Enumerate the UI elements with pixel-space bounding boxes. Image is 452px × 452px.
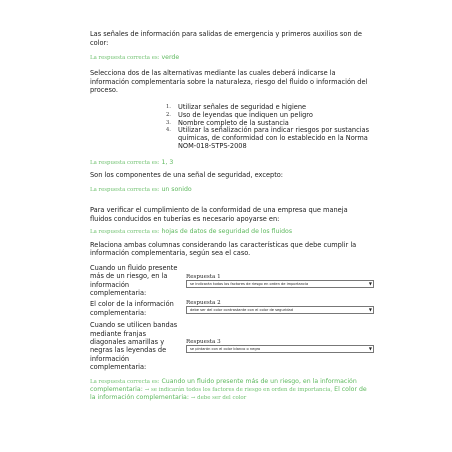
question-4-answer bbox=[90, 228, 370, 236]
question-5-text: Relaciona ambas columnas considerando las características que debe cumplir la información complementaria, según sea el caso. bbox=[90, 240, 357, 258]
answer-label: La respuesta correcta es: bbox=[90, 159, 160, 166]
match-row-3 bbox=[90, 321, 370, 371]
selected-option: debe ser del color contrastante con el color de seguridad bbox=[190, 308, 293, 313]
answer-value: hojas de datos de seguridad de los fluidos bbox=[161, 227, 293, 235]
answer-label: La respuesta correcta es: bbox=[90, 378, 160, 385]
question-1-text: Las señales de información para salidas de emergencia y primeros auxilios son de color: bbox=[90, 30, 362, 47]
answer-value: El color de la información complementaria: bbox=[90, 385, 367, 401]
response-label: Respuesta 1 bbox=[186, 273, 221, 280]
response-3-select[interactable] bbox=[186, 345, 374, 353]
answer-label: La respuesta correcta es: bbox=[90, 187, 160, 194]
selected-option: se indicarán todos los factores de riesgo en orden de importancia bbox=[190, 281, 309, 286]
answer-value: un sonido bbox=[161, 186, 192, 194]
match-row-1 bbox=[90, 264, 370, 298]
answer-value: verde bbox=[161, 54, 180, 62]
response-2-select[interactable] bbox=[186, 306, 374, 314]
option-item: 2. Uso de leyendas que indiquen un peligro bbox=[166, 110, 313, 119]
match-left-text: El color de la información complementaria: bbox=[90, 300, 174, 317]
match-left-text: Cuando se utilicen bandas mediante franjas diagonales amarillas y negras las leyendas de información complementaria: bbox=[90, 321, 178, 372]
dropdown-arrow-icon: ▼ bbox=[368, 307, 372, 313]
answer-value: 1, 3 bbox=[161, 158, 174, 166]
question-3-answer bbox=[90, 186, 370, 194]
question-2-answer bbox=[90, 159, 370, 167]
option-item: 1. Utilizar señales de seguridad e higiene bbox=[166, 102, 307, 111]
question-5-answer bbox=[90, 378, 370, 403]
quiz-review bbox=[90, 30, 370, 402]
question-3-text: Son los componentes de una señal de seguridad, excepto: bbox=[90, 170, 284, 179]
response-label: Respuesta 3 bbox=[186, 339, 221, 346]
dropdown-arrow-icon: ▼ bbox=[368, 280, 372, 286]
dropdown-arrow-icon: ▼ bbox=[368, 346, 372, 352]
answer-label: La respuesta correcta es: bbox=[90, 55, 160, 62]
question-2-options bbox=[166, 104, 371, 151]
question-1-answer bbox=[90, 54, 370, 62]
answer-value: Cuando un fluido presente más de un riesgo, en la información complementaria: bbox=[90, 377, 357, 393]
question-4-text: Para verificar el cumplimiento de la conformidad de una empresa que maneja fluidos conducidos en tuberías es necesario apoyarse en: bbox=[90, 206, 348, 223]
option-item: 3. Nombre completo de la sustancia bbox=[166, 118, 289, 127]
selected-option: se pintarán con el color blanco o negro bbox=[190, 347, 261, 352]
match-left-text: Cuando un fluido presente más de un riesgo, en la información complementaria: bbox=[90, 263, 178, 297]
response-1-select[interactable] bbox=[186, 280, 374, 288]
option-item: 4. Utilizar la señalización para indicar riesgos por sustancias químicas, de conformidad con lo establecido en la Norma NOM-018-STPS-2008 bbox=[166, 126, 370, 150]
question-2-text: Selecciona dos de las alternativas mediante las cuales deberá indicarse la información complementaria sobre la naturaleza, riesgo del fluido o información del proceso. bbox=[90, 69, 368, 95]
answer-value: → se indicarán todos los factores de riesgo en orden de importancia, bbox=[144, 386, 333, 393]
answer-label: La respuesta correcta es: bbox=[90, 228, 160, 235]
response-label: Respuesta 2 bbox=[186, 300, 221, 307]
match-row-2 bbox=[90, 300, 370, 317]
answer-value: → debe ser del color bbox=[190, 395, 247, 401]
